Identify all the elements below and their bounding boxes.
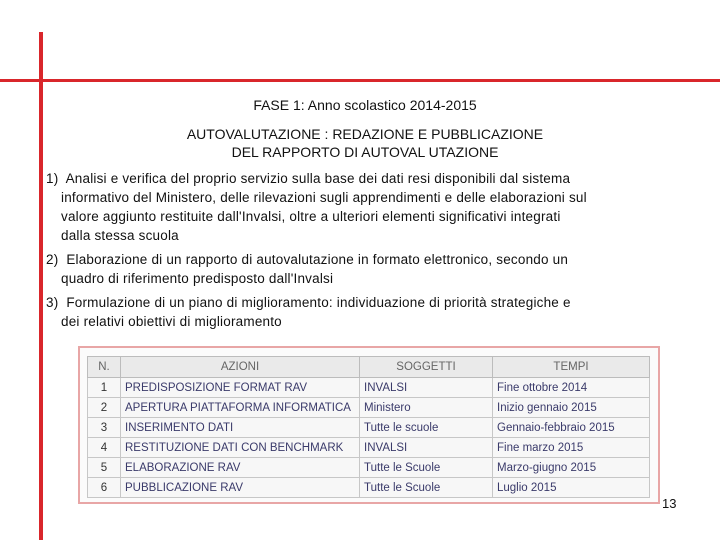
cell-tempo: Marzo-giugno 2015 bbox=[493, 458, 650, 478]
cell-soggetto: INVALSI bbox=[360, 378, 493, 398]
schedule-table bbox=[87, 356, 650, 498]
cell-azione: RESTITUZIONE DATI CON BENCHMARK bbox=[121, 438, 360, 458]
item-number: 2) bbox=[46, 252, 59, 267]
item-line: Analisi e verifica del proprio servizio sulla base dei dati resi disponibili dal sistema bbox=[65, 171, 571, 186]
cell-soggetto: INVALSI bbox=[360, 438, 493, 458]
cell-tempo: Fine marzo 2015 bbox=[493, 438, 650, 458]
cell-azione: PREDISPOSIZIONE FORMAT RAV bbox=[121, 378, 360, 398]
table-row bbox=[88, 378, 650, 398]
table-row bbox=[88, 438, 650, 458]
header-soggetti: SOGGETTI bbox=[360, 357, 493, 378]
red-horizontal-rule bbox=[0, 79, 720, 82]
header-n: N. bbox=[88, 357, 121, 378]
item-number: 3) bbox=[46, 295, 59, 310]
cell-n: 2 bbox=[88, 398, 121, 418]
header-azioni: AZIONI bbox=[121, 357, 360, 378]
item-line: valore aggiunto restituite dall'Invalsi, oltre a ulteriori elementi significativi integrati bbox=[61, 209, 561, 224]
subtitle-line-1: AUTOVALUTAZIONE : REDAZIONE E PUBBLICAZIONE bbox=[186, 126, 544, 142]
cell-soggetto: Tutte le Scuole bbox=[360, 458, 493, 478]
phase-title: FASE 1: Anno scolastico 2014-2015 bbox=[253, 97, 477, 113]
cell-tempo: Fine ottobre 2014 bbox=[493, 378, 650, 398]
cell-n: 5 bbox=[88, 458, 121, 478]
table-row bbox=[88, 418, 650, 438]
table-row bbox=[88, 458, 650, 478]
list-item-2 bbox=[46, 250, 676, 288]
item-line: Formulazione di un piano di miglioramento: individuazione di priorità strategiche e bbox=[66, 295, 571, 310]
table-header-row bbox=[88, 357, 650, 378]
item-line: informativo del Ministero, delle rilevazioni sugli apprendimenti e delle elaborazioni sul bbox=[61, 190, 587, 205]
page-number: 13 bbox=[662, 496, 677, 511]
item-line: dalla stessa scuola bbox=[61, 228, 179, 243]
schedule-table-frame bbox=[78, 346, 660, 504]
table-row bbox=[88, 478, 650, 498]
subtitle-line-2: DEL RAPPORTO DI AUTOVAL UTAZIONE bbox=[231, 144, 499, 160]
cell-tempo: Gennaio-febbraio 2015 bbox=[493, 418, 650, 438]
cell-soggetto: Tutte le Scuole bbox=[360, 478, 493, 498]
cell-n: 3 bbox=[88, 418, 121, 438]
item-line: Elaborazione di un rapporto di autovalutazione in formato elettronico, secondo un bbox=[66, 252, 569, 267]
list-item-1 bbox=[46, 169, 676, 245]
cell-azione: ELABORAZIONE RAV bbox=[121, 458, 360, 478]
cell-tempo: Inizio gennaio 2015 bbox=[493, 398, 650, 418]
cell-azione: PUBBLICAZIONE RAV bbox=[121, 478, 360, 498]
list-item-3 bbox=[46, 293, 676, 331]
cell-azione: INSERIMENTO DATI bbox=[121, 418, 360, 438]
cell-soggetto: Tutte le scuole bbox=[360, 418, 493, 438]
cell-n: 1 bbox=[88, 378, 121, 398]
cell-n: 4 bbox=[88, 438, 121, 458]
item-line: quadro di riferimento predisposto dall'Invalsi bbox=[61, 271, 334, 286]
header-tempi: TEMPI bbox=[493, 357, 650, 378]
cell-azione: APERTURA PIATTAFORMA INFORMATICA bbox=[121, 398, 360, 418]
item-line: dei relativi obiettivi di miglioramento bbox=[61, 314, 282, 329]
cell-n: 6 bbox=[88, 478, 121, 498]
cell-soggetto: Ministero bbox=[360, 398, 493, 418]
item-number: 1) bbox=[46, 171, 59, 186]
table-row bbox=[88, 398, 650, 418]
cell-tempo: Luglio 2015 bbox=[493, 478, 650, 498]
subtitle bbox=[5, 125, 720, 161]
